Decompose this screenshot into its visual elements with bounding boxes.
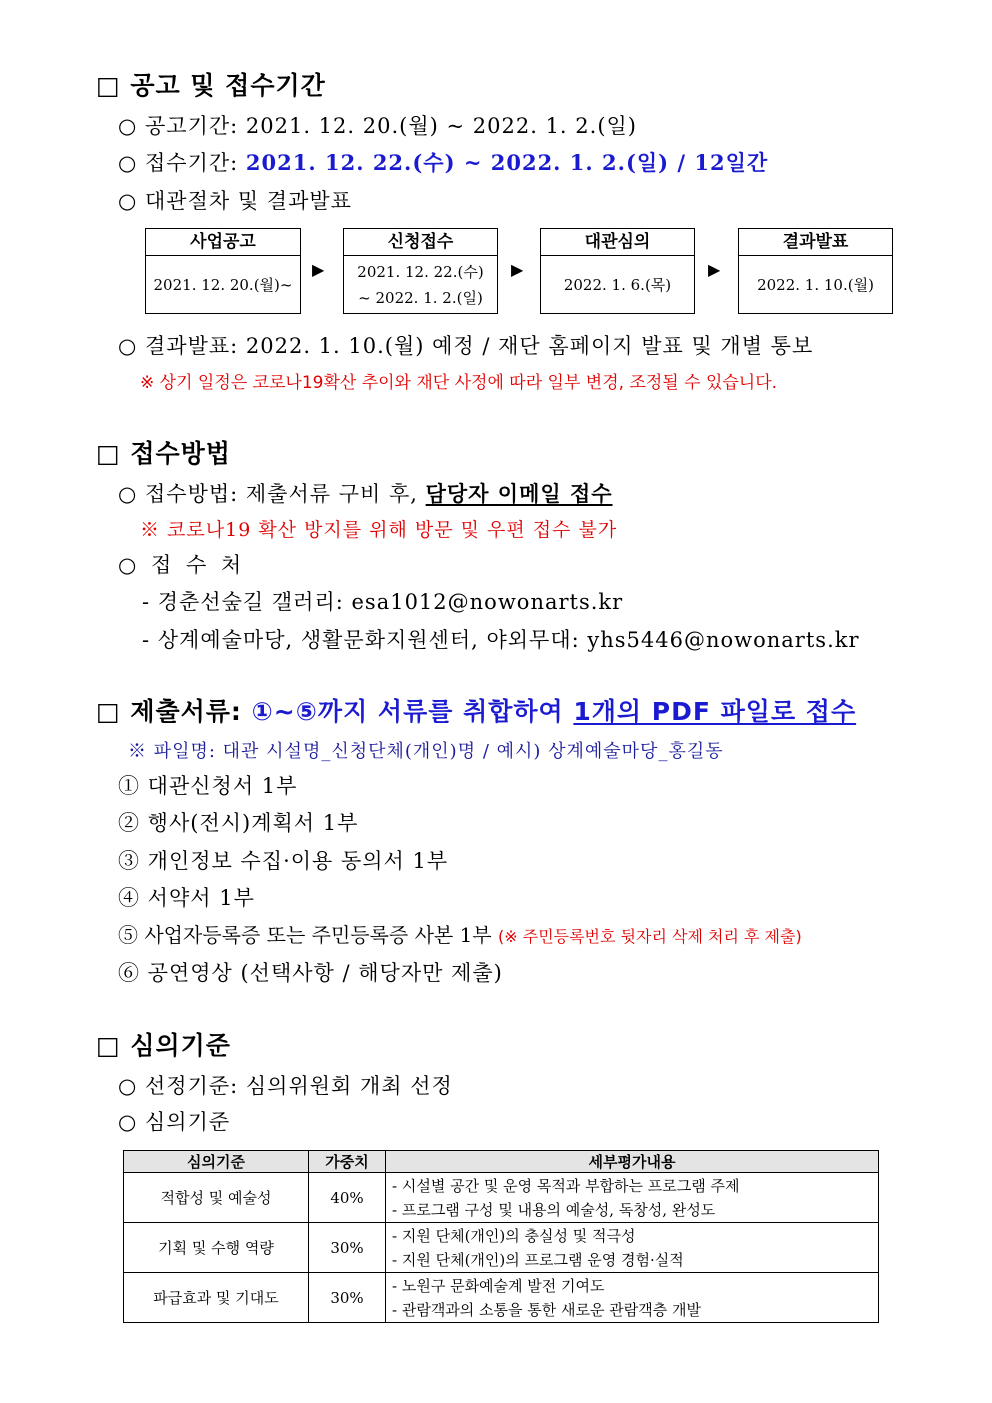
reception-sanggye: - 상계예술마당, 생활문화지원센터, 야외무대: yhs5446@nowonarts.kr: [142, 628, 860, 652]
document-item: ② 행사(전시)계획서 1부: [118, 811, 359, 835]
weight-cell: 30%: [309, 1273, 386, 1323]
application-period-dates: 2021. 12. 22.(수) ~ 2022. 1. 2.(일) / 12일간: [245, 150, 769, 175]
document-item: ① 대관신청서 1부: [118, 774, 298, 798]
detail-line: - 관람객과의 소통을 통한 새로운 관람객층 개발: [392, 1300, 701, 1319]
detail-line: - 시설별 공간 및 운영 목적과 부합하는 프로그램 주제: [392, 1176, 740, 1195]
table-header: 심의기준: [124, 1151, 309, 1173]
detail-line: - 지원 단체(개인)의 충실성 및 적극성: [392, 1226, 636, 1245]
application-period: [118, 147, 768, 177]
step-box-review: [540, 228, 695, 314]
application-period-label: ○ 접수기간:: [118, 151, 246, 175]
detail-line: - 프로그램 구성 및 내용의 예술성, 독창성, 완성도: [392, 1200, 716, 1219]
step-box-result: [738, 228, 893, 314]
document-item: ⑥ 공연영상 (선택사항 / 해당자만 제출): [118, 961, 503, 985]
reception-heading: ○ 접 수 처: [118, 553, 246, 577]
step-head: 결과발표: [739, 229, 892, 256]
method-label: ○ 접수방법: 제출서류 구비 후,: [118, 482, 426, 506]
criteria-table: [123, 1150, 879, 1323]
section-title-method: □ 접수방법: [96, 439, 231, 468]
criteria-cell: 파급효과 및 기대도: [124, 1273, 309, 1323]
result-announcement: ○ 결과발표: 2022. 1. 10.(월) 예정 / 재단 홈페이지 발표 및 개별 통보: [118, 334, 814, 358]
section-title-criteria: □ 심의기준: [96, 1031, 231, 1060]
review-criteria-heading: ○ 심의기준: [118, 1110, 231, 1134]
table-row: [124, 1173, 879, 1223]
step-box-apply: [343, 228, 498, 314]
section-title-documents: [96, 692, 856, 728]
documents-title-label: □ 제출서류:: [96, 697, 252, 726]
table-header: 가중치: [309, 1151, 386, 1173]
document-item: ③ 개인정보 수집·이용 동의서 1부: [118, 849, 449, 873]
method-note: ※ 코로나19 확산 방지를 위해 방문 및 우편 접수 불가: [140, 519, 618, 541]
step-box-notice: [145, 228, 301, 314]
method-email-emphasis: 담당자 이메일 접수: [425, 481, 613, 506]
notice-period: ○ 공고기간: 2021. 12. 20.(월) ~ 2022. 1. 2.(일): [118, 114, 637, 138]
table-header-row: [124, 1151, 879, 1173]
step-head: 사업공고: [146, 229, 300, 256]
step-date: 2021. 12. 22.(수): [357, 263, 484, 281]
detail-cell: [386, 1273, 879, 1323]
arrow-right-icon: ▶: [312, 260, 325, 279]
step-head: 신청접수: [344, 229, 497, 256]
step-date-end: ~ 2022. 1. 2.(일): [358, 289, 483, 307]
table-row: [124, 1273, 879, 1323]
procedure-heading: ○ 대관절차 및 결과발표: [118, 189, 352, 213]
document-item-5-note: (※ 주민등록번호 뒷자리 삭제 처리 후 제출): [498, 927, 802, 946]
weight-cell: 30%: [309, 1223, 386, 1273]
document-item-5: [118, 919, 802, 948]
filename-note: ※ 파일명: 대관 시설명_신청단체(개인)명 / 예시) 상계예술마당_홍길동: [128, 741, 724, 762]
selection-criteria: ○ 선정기준: 심의위원회 개최 선정: [118, 1074, 453, 1098]
document-item: ④ 서약서 1부: [118, 886, 255, 910]
step-date: 2021. 12. 20.(월)~: [153, 276, 293, 294]
application-method: [118, 478, 613, 508]
criteria-cell: 적합성 및 예술성: [124, 1173, 309, 1223]
criteria-cell: 기획 및 수행 역량: [124, 1223, 309, 1273]
step-date: 2022. 1. 6.(목): [563, 276, 672, 294]
table-row: [124, 1223, 879, 1273]
documents-title-pdf: 1개의 PDF 파일로 접수: [573, 697, 857, 726]
arrow-right-icon: ▶: [511, 260, 524, 279]
step-head: 대관심의: [541, 229, 694, 256]
detail-cell: [386, 1223, 879, 1273]
detail-cell: [386, 1173, 879, 1223]
weight-cell: 40%: [309, 1173, 386, 1223]
detail-line: - 노원구 문화예술계 발전 기여도: [392, 1276, 605, 1295]
arrow-right-icon: ▶: [708, 260, 721, 279]
schedule-note: ※ 상기 일정은 코로나19확산 추이와 재단 사정에 따라 일부 변경, 조정될 수 있습니다.: [140, 373, 778, 393]
section-title-schedule: □ 공고 및 접수기간: [96, 71, 326, 100]
reception-gallery: - 경춘선숲길 갤러리: esa1012@nowonarts.kr: [142, 590, 624, 614]
documents-title-instruction: ①~⑤까지 서류를 취합하여: [251, 697, 574, 726]
document-item-text: ⑤ 사업자등록증 또는 주민등록증 사본 1부: [118, 923, 492, 947]
detail-line: - 지원 단체(개인)의 프로그램 운영 경험·실적: [392, 1250, 684, 1269]
step-date: 2022. 1. 10.(월): [757, 276, 874, 294]
table-header: 세부평가내용: [386, 1151, 879, 1173]
